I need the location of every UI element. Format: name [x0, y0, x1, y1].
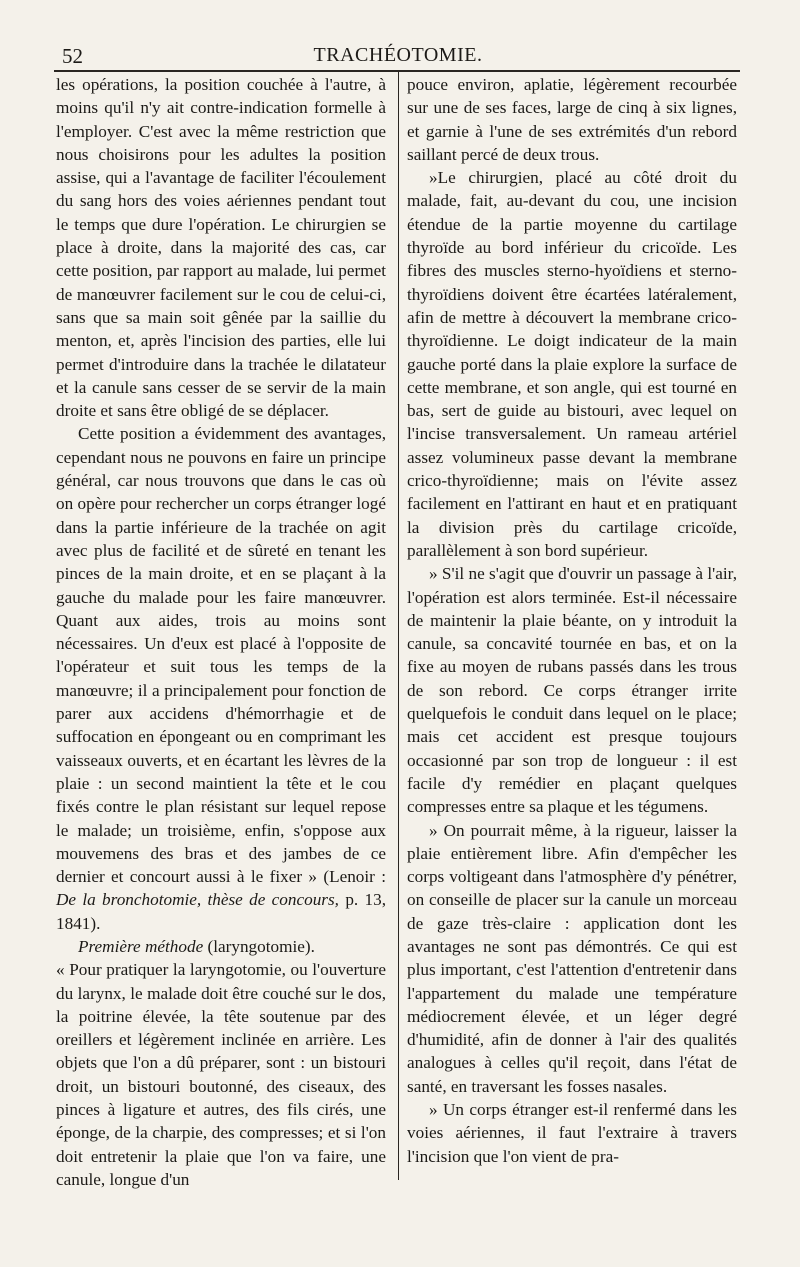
page-number: 52 [62, 44, 83, 68]
paragraph: » On pourrait même, à la rigueur, laisser la plaie entièrement libre. Afin d'empêcher les corps voltigeant dans l'atmosphère d'y pénétrer, on conseille de placer sur la canule un morceau de gaze très-claire : application dont les avantages ne sont pas démontrés. Ce qui est plus important, c'est l'attention d'entretenir dans l'appartement du malade une température médiocrement élevée, et un léger degré d'humidité, afin de donner à l'air des qualités analogues à celles qu'il reçoit, dans l'état de santé, en traversant les fosses nasales. [407, 820, 737, 1096]
paragraph-text: Cette position a évidemment des avantages, cependant nous ne pouvons en faire un principe général, car nous trouvons que dans le cas où on opère pour rechercher un corps étranger logé dans la partie inférieure de la trachée on agit avec plus de facilité et de sûreté en tenant les pinces de la main droite, et en se plaçant à la gauche du malade pour les faire manœuvrer. Quant aux aides, trois au moins sont nécessaires. Un d'eux est placé à l'opposite de l'opérateur et suit tous les temps de la manœuvre; il a principalement pour fonction de parer aux accidens d'hémorrhagie et de suffocation en épongeant ou en comprimant les vaisseaux ouverts, et en écartant les lèvres de la plaie : un second maintient la tête et le cou fixés contre le plan résistant sur lequel repose le malade; un troisième, enfin, s'oppose aux mouvemens des bras et des jambes de ce dernier et concourt aussi à le fixer » (Lenoir : [56, 424, 386, 887]
paragraph [56, 422, 386, 935]
paragraph: pouce environ, aplatie, légèrement recourbée sur une de ses faces, large de cinq à six lignes, et garnie à l'une de ses extrémités d'un rebord saillant percé de deux trous. [407, 75, 737, 164]
paragraph: »Le chirurgien, placé au côté droit du malade, fait, au-devant du cou, une incision étendue de la partie moyenne du cartilage thyroïde au bord inférieur du cricoïde. Les fibres des muscles sterno-hyoïdiens et sterno-thyroïdiens doivent être écartées latéralement, afin de mettre à découvert la membrane crico-thyroïdienne. Le doigt indicateur de la main gauche porté dans la plaie explore la surface de cette membrane, et son angle, qui est tourné en bas, sert de guide au bistouri, avec lequel on l'incise transversalement. Un rameau artériel assez volumineux passe devant la membrane crico-thyroïdienne; mais on l'évite assez facilement en l'attirant en haut et en pratiquant la division près du cartilage cricoïde, parallèlement à son bord supérieur. [407, 168, 737, 560]
running-title: TRACHÉOTOMIE. [313, 44, 483, 66]
page-header [58, 40, 738, 70]
right-column [407, 73, 737, 1168]
paragraph: » S'il ne s'agit que d'ouvrir un passage à l'air, l'opération est alors terminée. Est-il nécessaire de maintenir la plaie béante, on y introduit la canule, sa concavité tournée en bas, et on la fixe au moyen de rubans passés dans les trous de son rebord. Ce corps étranger irrite quelquefois le conduit dans lequel on le place; mais cet accident est presque toujours occasionné par son trop de longueur : il est facile d'y remédier en plaçant quelques compresses entre sa plaque et les tégumens. [407, 564, 737, 817]
section-heading: Première méthode [78, 936, 204, 956]
header-rule [54, 70, 740, 72]
paragraph: « Pour pratiquer la laryngotomie, ou l'ouverture du larynx, le malade doit être couché sur le dos, la poitrine élevée, la tête soutenue par des oreillers et légèrement inclinée en arrière. Les objets que l'on a dû préparer, sont : un bistouri droit, un bistouri boutonné, des ciseaux, des pinces à ligature et autres, des fils cirés, une éponge, de la charpie, des compresses; et si l'on doit entretenir la plaie que l'on va faire, une canule, longue d'un [56, 960, 386, 1189]
section-paragraph [56, 935, 386, 958]
citation-title: De la bronchotomie, thèse de concours, [56, 890, 339, 910]
paragraph: » Un corps étranger est-il renfermé dans les voies aériennes, il faut l'extraire à travers l'incision que l'on vient de pra- [407, 1100, 737, 1166]
citation-end: p. 13, 1841). [56, 890, 387, 933]
left-column [56, 73, 386, 1191]
section-heading-suffix: (laryngotomie). [207, 936, 315, 956]
paragraph: les opérations, la position couchée à l'autre, à moins qu'il n'y ait contre-indication formelle à l'employer. C'est avec la même restriction que nous choisirons pour les adultes la position assise, qui a l'avantage de faciliter l'écoulement du sang hors des voies aériennes pendant tout le temps que dure l'opération. Le chirurgien se place à droite, dans la majorité des cas, car cette position, par rapport au malade, lui permet de manœuvrer facilement sur le cou de celui-ci, sans que sa main soit gênée par la saillie du menton, et, après l'incision des parties, elle lui permet d'introduire dans la trachée le dilatateur et la canule sans cesser de se servir de la main droite et sans être obligé de se déplacer. [56, 75, 386, 421]
column-divider [398, 72, 399, 1180]
